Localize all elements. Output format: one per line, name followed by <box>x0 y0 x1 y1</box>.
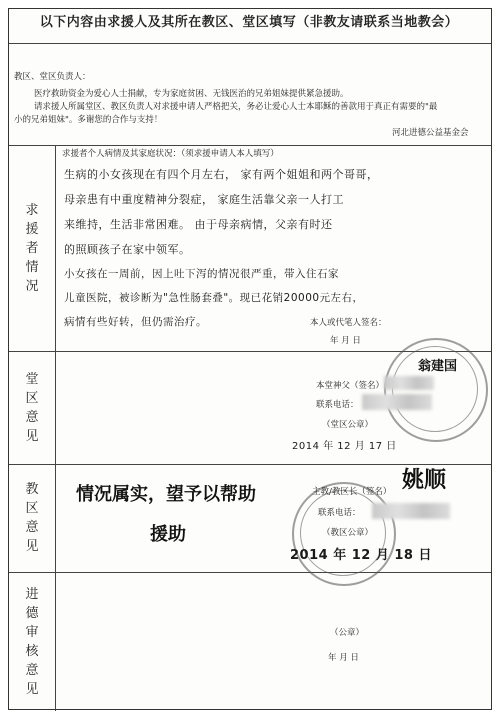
label-char: 核 <box>25 643 39 659</box>
parish-signature: 翁建国 <box>418 359 458 374</box>
label-char: 援 <box>25 221 39 237</box>
intro-text-line: 请求援人所属堂区、教区负责人对求援申请人严格把关，务必让爱心人士本耶稣的善款用于真正有需要的"最 <box>34 102 438 112</box>
parish-date: 2014 年 12 月 17 日 <box>292 441 397 452</box>
handwritten-line: 来维持，生活非常困难。 由于母亲病情，父亲有时还 <box>64 218 333 231</box>
handwritten-line: 病情有些好转，但仍需治疗。 <box>64 316 207 328</box>
diocese-section-label <box>9 464 55 572</box>
label-char: 审 <box>25 624 39 640</box>
divider <box>9 145 491 146</box>
jinde-section-label <box>9 572 55 711</box>
label-char: 区 <box>25 390 39 406</box>
jinde-seal-label: （公章） <box>330 628 365 638</box>
label-char: 堂 <box>25 371 39 387</box>
redacted-phone <box>372 503 450 519</box>
label-char: 意 <box>25 662 39 678</box>
label-char: 情 <box>25 259 39 275</box>
diocese-phone-label: 联系电话： <box>318 508 361 518</box>
divider <box>9 572 491 573</box>
label-char: 进 <box>25 586 39 602</box>
diocese-date: 2014 年 12 月 18 日 <box>290 548 432 563</box>
intro-text-line: 小的兄弟姐妹"。多谢您的合作与支持！ <box>14 115 163 125</box>
handwritten-line: 母亲患有中重度精神分裂症， 家庭生活靠父亲一人打工 <box>64 193 344 206</box>
label-char: 教 <box>25 482 39 497</box>
label-char: 意 <box>25 409 39 425</box>
label-char: 况 <box>25 278 39 294</box>
redacted-phone <box>362 394 432 410</box>
handwritten-line: 的照顾孩子在家中领军。 <box>64 243 191 256</box>
parish-phone-label: 联系电话： <box>316 400 359 410</box>
label-char: 意 <box>25 520 39 535</box>
label-char: 求 <box>25 202 39 218</box>
request-prompt: 求援者个人病情及其家庭状况：（须求援申请人本人填写） <box>62 149 279 159</box>
bishop-label: 主教/教区长（签名） <box>312 487 392 497</box>
label-char: 见 <box>25 428 39 444</box>
label-char: 见 <box>25 681 39 697</box>
handwritten-line: 儿童医院，被诊断为"急性肠套叠"。现已花销20000元左右， <box>64 292 364 304</box>
redacted-name <box>384 376 434 390</box>
label-char: 德 <box>25 605 39 621</box>
divider <box>9 43 491 44</box>
parish-section-label <box>9 351 55 464</box>
diocese-opinion: 情况属实，望予以帮助 <box>76 484 256 505</box>
parish-seal-label: （堂区公章） <box>322 420 374 430</box>
handwritten-line: 小女孩在一周前，因上吐下泻的情况很严重，带入住石家 <box>64 268 339 280</box>
intro-text-line: 医疗救助资金为爱心人士捐献，专为家庭贫困、无钱医治的兄弟姐妹提供紧急援助。 <box>34 89 349 99</box>
priest-label: 本堂神父（签名） <box>316 381 385 391</box>
label-char: 区 <box>25 501 39 516</box>
jinde-date: 年 月 日 <box>328 653 359 663</box>
request-date: 年 月 日 <box>330 336 361 346</box>
diocese-seal-label: （教区公章） <box>322 528 374 538</box>
intro-salutation: 教区、堂区负责人： <box>14 72 91 82</box>
label-char: 见 <box>25 539 39 554</box>
handwritten-line: 生病的小女孩现在有四个月左右， 家有两个姐姐和两个哥哥， <box>64 168 379 181</box>
request-section-label <box>9 145 55 351</box>
form-title: 以下内容由求援人及其所在教区、堂区填写（非教友请联系当地教会） <box>39 15 459 30</box>
diocese-opinion: 援助 <box>150 524 186 545</box>
label-char: 者 <box>25 240 39 256</box>
signature-label: 本人或代笔人签名： <box>310 318 387 328</box>
intro-org: 河北进德公益基金会 <box>392 128 469 138</box>
diocese-signature: 姚顺 <box>402 468 447 493</box>
column-divider <box>55 145 56 711</box>
